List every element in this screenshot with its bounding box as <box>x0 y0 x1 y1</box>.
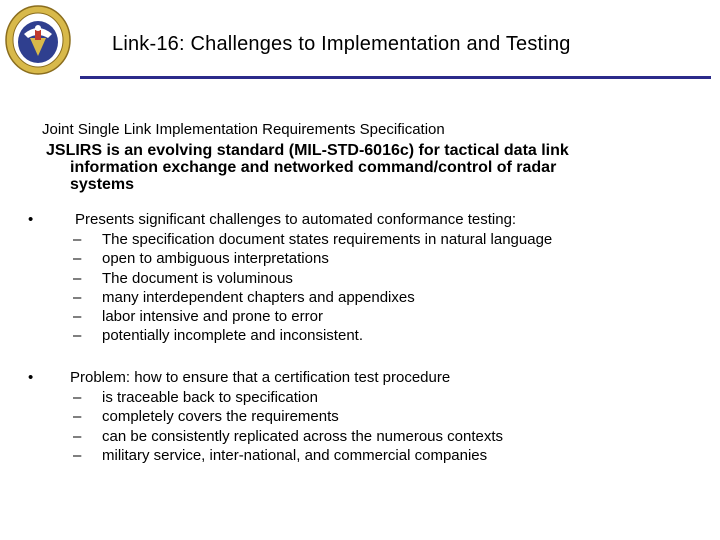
sub-bullet-item <box>28 407 688 426</box>
bullet-challenges <box>28 210 688 346</box>
dash-marker: – <box>73 427 82 445</box>
sub-bullet-item <box>28 288 688 307</box>
dash-marker: – <box>73 327 82 345</box>
dash-marker: – <box>73 446 82 464</box>
title-divider <box>80 76 711 79</box>
dash-marker: – <box>73 288 82 306</box>
sub-bullet-item <box>28 249 688 268</box>
sub-bullet-text: many interdependent chapters and appendixes <box>102 288 415 306</box>
dash-marker: – <box>73 408 82 426</box>
sub-bullet-item <box>28 446 688 465</box>
sub-bullet-item <box>28 388 688 407</box>
bullet-marker: • <box>28 369 34 386</box>
sub-bullet-text: open to ambiguous interpretations <box>102 250 329 268</box>
bullet-item <box>28 210 688 230</box>
sub-bullet-text: completely covers the requirements <box>102 408 339 426</box>
lead-paragraph <box>46 142 686 193</box>
section-subtitle: Joint Single Link Implementation Requirements Specification <box>42 121 445 138</box>
bullet-item <box>28 368 688 388</box>
sub-bullet-text: is traceable back to specification <box>102 389 318 406</box>
sub-bullet-item <box>28 307 688 326</box>
bullet-text: Problem: how to ensure that a certification test procedure <box>70 369 451 386</box>
bullet-problem <box>28 368 688 465</box>
dash-marker: – <box>73 308 82 326</box>
sub-bullet-text: The document is voluminous <box>102 269 293 287</box>
sub-bullet-text: The specification document states requirements in natural language <box>102 231 553 248</box>
lead-line: information exchange and networked command/control of radar <box>70 159 557 176</box>
disa-seal-logo <box>4 4 72 76</box>
bullet-text: Presents significant challenges to automated conformance testing: <box>75 211 517 228</box>
page-title: Link-16: Challenges to Implementation and Testing <box>112 33 571 55</box>
lead-line: JSLIRS is an evolving standard (MIL-STD-6016c) for tactical data link <box>46 142 569 159</box>
sub-bullet-item <box>28 269 688 288</box>
sub-bullet-text: military service, inter-national, and commercial companies <box>102 446 488 464</box>
sub-bullet-item <box>28 427 688 446</box>
bullet-marker: • <box>28 211 34 228</box>
dash-marker: – <box>73 231 82 248</box>
sub-bullet-item <box>28 230 688 249</box>
sub-bullet-text: can be consistently replicated across the numerous contexts <box>102 427 504 445</box>
dash-marker: – <box>73 269 82 287</box>
lead-line: systems <box>70 176 135 193</box>
sub-bullet-text: potentially incomplete and inconsistent. <box>102 327 363 345</box>
dash-marker: – <box>73 389 82 406</box>
sub-bullet-text: labor intensive and prone to error <box>102 308 323 326</box>
dash-marker: – <box>73 250 82 268</box>
sub-bullet-item <box>28 326 688 345</box>
